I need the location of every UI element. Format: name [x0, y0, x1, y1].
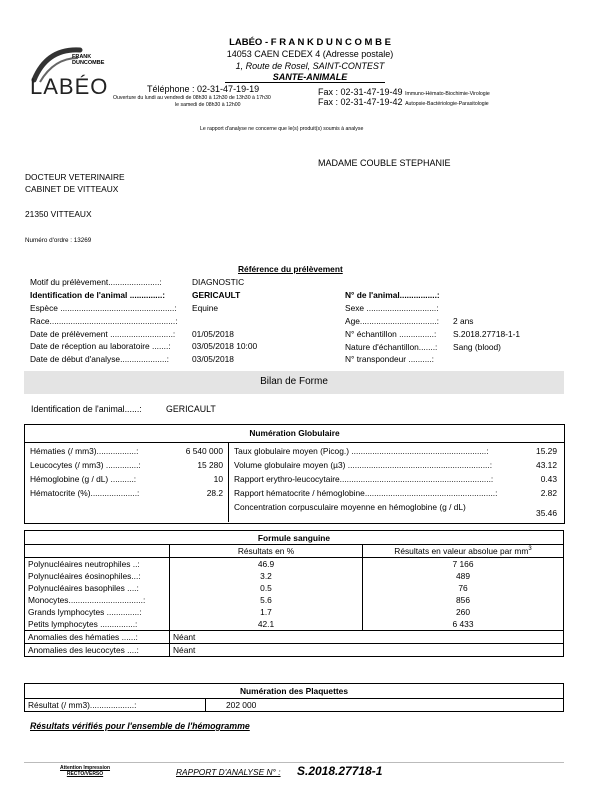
numeration-value: 43.12: [536, 460, 557, 470]
anomaly-row: [25, 631, 564, 644]
reference-row: [30, 329, 330, 342]
opening-hours-2: le samedi de 08h30 à 12h00: [175, 102, 241, 108]
address-line-1: 14053 CAEN CEDEX 4 (Adresse postale): [226, 49, 394, 59]
fax-2: [318, 97, 489, 107]
numeration-row: [234, 446, 559, 460]
department: SANTE-ANIMALE: [272, 72, 348, 82]
formule-pct: 46.9: [170, 558, 363, 571]
opening-hours-1: Ouverture du lundi au vendredi de 08h30 à 12h30 de 13h30 à 17h30: [113, 95, 271, 101]
numeration-label: Taux globulaire moyen (Picog.) ..........................................................:: [234, 446, 489, 456]
logo-small-line: DUNCOMBE: [72, 60, 105, 66]
numeration-value: 15 280: [197, 460, 223, 470]
numeration-title-line: [25, 442, 564, 443]
owner-name: MADAME COUBLE STEPHANIE: [318, 158, 451, 168]
numeration-label: Rapport erythro-leucocytaire.................................................................:: [234, 474, 494, 484]
reference-label: Date de réception au laboratoire .......:: [30, 341, 171, 352]
logo-big-text: LABÉO: [30, 74, 109, 99]
vet-line-2: CABINET DE VITTEAUX: [25, 184, 119, 194]
formule-row: [25, 570, 564, 582]
reference-value: Equine: [192, 302, 219, 313]
reference-right-list: [345, 290, 565, 367]
address-line-2: 1, Route de Rosel, SAINT-CONTEST: [235, 61, 385, 71]
reference-value: 03/05/2018 10:00: [192, 341, 258, 352]
formule-label: Monocytes................................:: [25, 594, 170, 606]
phone-number: Téléphone : 02-31-47-19-19: [147, 84, 260, 94]
numeration-label: Concentration corpusculaire moyenne en hémoglobine (g / dL): [234, 502, 466, 512]
print-notice: [60, 765, 110, 777]
formule-label: Petits lymphocytes ...............:: [25, 618, 170, 631]
reference-row: [345, 303, 565, 316]
header-underline: [225, 82, 385, 83]
reference-row: [30, 277, 330, 290]
formule-header-pct: Résultats en %: [170, 545, 363, 558]
numeration-label: Hémoglobine (g / dL) ..........:: [30, 474, 137, 484]
logo-small-line: FRANK: [72, 54, 92, 60]
reference-row: [345, 354, 565, 367]
numeration-value: 35.46: [536, 508, 557, 518]
reference-row: [30, 303, 330, 316]
numeration-row: [30, 460, 225, 474]
vet-city: 21350 VITTEAUX: [25, 209, 92, 219]
order-number: Numéro d'ordre : 13269: [25, 237, 92, 244]
reference-label: Nature d'échantillon.......:: [345, 341, 438, 352]
vet-line-1: DOCTEUR VETERINAIRE: [25, 172, 125, 182]
numeration-row: [234, 460, 559, 474]
numeration-label: Hématocrite (%)....................:: [30, 488, 140, 498]
reference-title: Référence du prélèvement: [238, 264, 343, 274]
plaquettes-title: Numération des Plaquettes: [25, 684, 564, 699]
reference-row: [30, 341, 330, 354]
numeration-row: [234, 502, 559, 522]
numeration-label: Leucocytes (/ mm3) ..............:: [30, 460, 141, 470]
numeration-value: 28.2: [206, 488, 223, 498]
numeration-title: Numération Globulaire: [249, 428, 340, 438]
formule-abs: 6 433: [363, 618, 564, 631]
formule-pct: 0.5: [170, 582, 363, 594]
numeration-value: 6 540 000: [185, 446, 223, 456]
formule-abs: 856: [363, 594, 564, 606]
anomaly-value: Néant: [170, 644, 564, 657]
reference-label: Sexe ..............................:: [345, 302, 439, 313]
footer-rule: [24, 762, 564, 763]
formule-label: Polynucléaires éosinophiles...:: [25, 570, 170, 582]
formule-pct: 42.1: [170, 618, 363, 631]
org-name: LABÉO - F R A N K D U N C O M B E: [229, 37, 391, 48]
reference-label: Race......................................................:: [30, 315, 178, 326]
formule-row: [25, 558, 564, 571]
formule-row: [25, 606, 564, 618]
formule-row: [25, 618, 564, 631]
numeration-value: 10: [213, 474, 223, 484]
formule-header-row: [25, 545, 564, 558]
reference-value: GERICAULT: [192, 289, 241, 300]
formule-label: Polynucléaires basophiles ....:: [25, 582, 170, 594]
reference-label: N° de l'animal................:: [345, 290, 440, 300]
formule-abs: 489: [363, 570, 564, 582]
formule-row: [25, 582, 564, 594]
print-notice-line-2: RECTO/VERSO: [66, 771, 104, 777]
plaquettes-value: 202 000: [206, 699, 564, 712]
numeration-row: [30, 488, 225, 502]
fax-1-number: Fax : 02-31-47-19-49: [318, 87, 403, 97]
plaquettes-row: [25, 699, 564, 712]
reference-label: Age.................................:: [345, 315, 440, 326]
plaquettes-table-wrap: [24, 683, 564, 712]
numeration-row: [234, 474, 559, 488]
formule-title: Formule sanguine: [25, 531, 564, 545]
report-number: S.2018.27718-1: [297, 764, 383, 778]
bilan-id-label: Identification de l'animal......:: [31, 404, 142, 414]
plaquettes-label: Résultat (/ mm3)...................:: [25, 699, 206, 712]
reference-row: [30, 354, 330, 367]
numeration-value: 15.29: [536, 446, 557, 456]
anomaly-row: [25, 644, 564, 657]
labeo-logo: [22, 40, 132, 102]
formule-pct: 1.7: [170, 606, 363, 618]
bilan-id-value: GERICAULT: [166, 404, 216, 414]
formule-header-abs-sup: 3: [528, 546, 532, 553]
reference-value: DIAGNOSTIC: [192, 277, 245, 287]
anomaly-label: Anomalies des hématies ......:: [25, 631, 170, 644]
formule-table-wrap: [24, 530, 564, 657]
reference-label: Date de prélèvement ...........................:: [30, 328, 176, 339]
formule-header-empty: [25, 545, 170, 558]
reference-label: Motif du prélèvement......................:: [30, 277, 162, 287]
print-notice-line-1: Attention Impression: [60, 765, 111, 771]
numeration-value: 2.82: [540, 488, 557, 498]
formule-row: [25, 594, 564, 606]
reference-value: S.2018.27718-1-1: [453, 328, 521, 339]
reference-label: N° échantillon ...............:: [345, 328, 437, 339]
reference-row: [30, 316, 330, 329]
logo-small-text: [72, 54, 104, 66]
reference-row: [30, 290, 330, 303]
formule-label: Polynucléaires neutrophiles ..:: [25, 558, 170, 571]
reference-row: [345, 329, 565, 342]
numeration-divider: [228, 443, 229, 522]
numeration-row: [30, 446, 225, 460]
formule-header-abs: [363, 545, 564, 558]
reference-row: [345, 342, 565, 355]
reference-value: 01/05/2018: [192, 328, 234, 339]
numeration-right-list: [234, 446, 559, 522]
verified-note: Résultats vérifiés pour l'ensemble de l'hémogramme: [30, 721, 250, 731]
reference-value: Sang (blood): [453, 341, 501, 352]
formule-label: Grands lymphocytes ..............:: [25, 606, 170, 618]
reference-row: [345, 290, 565, 303]
anomaly-label: Anomalies des leucocytes ....:: [25, 644, 170, 657]
fax-2-number: Fax : 02-31-47-19-42: [318, 97, 403, 107]
report-label: RAPPORT D'ANALYSE N° :: [176, 767, 281, 777]
formule-abs: 260: [363, 606, 564, 618]
numeration-row: [234, 488, 559, 502]
numeration-label: Hématies (/ mm3).................:: [30, 446, 139, 456]
fax-1: [318, 87, 490, 97]
numeration-row: [30, 474, 225, 488]
formule-pct: 5.6: [170, 594, 363, 606]
report-notice: Le rapport d'analyse ne concerne que le(s) produit(s) soumis à analyse: [200, 126, 364, 132]
reference-left-list: [30, 277, 330, 367]
reference-value: 03/05/2018: [192, 354, 234, 365]
formule-header-abs-text: Résultats en valeur absolue par mm: [394, 546, 529, 556]
anomaly-value: Néant: [170, 631, 564, 644]
fax-1-label: Immuno-Hémato-Biochimie-Virologie: [405, 91, 490, 97]
numeration-label: Rapport hématocrite / hémoglobine........................................................:: [234, 488, 498, 498]
reference-value: 2 ans: [453, 315, 474, 326]
plaquettes-table: [24, 683, 564, 712]
formule-table: [24, 530, 564, 657]
reference-label: Date de début d'analyse....................:: [30, 354, 169, 365]
numeration-label: Volume globulaire moyen (µ3) .............................................................:: [234, 460, 493, 470]
numeration-value: 0.43: [540, 474, 557, 484]
formule-abs: 7 166: [363, 558, 564, 571]
bilan-title: Bilan de Forme: [260, 376, 328, 387]
formule-title-row: [25, 531, 564, 545]
reference-row: [345, 316, 565, 329]
reference-label: Identification de l'animal ..............:: [30, 289, 166, 300]
reference-label: Espèce .................................................:: [30, 302, 177, 313]
fax-2-label: Autopsie-Bactériologie-Parasitologie: [405, 101, 489, 107]
formule-pct: 3.2: [170, 570, 363, 582]
formule-abs: 76: [363, 582, 564, 594]
plaquettes-title-row: [25, 684, 564, 699]
numeration-left-list: [30, 446, 225, 502]
reference-label: N° transpondeur ..........:: [345, 354, 435, 365]
